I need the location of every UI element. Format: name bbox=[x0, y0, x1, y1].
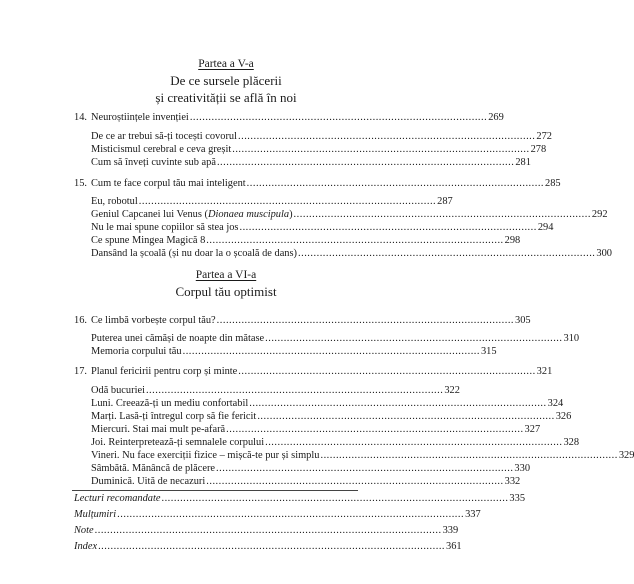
page-number: 321 bbox=[536, 366, 553, 377]
page-number: 326 bbox=[555, 411, 572, 422]
dot-leader: ................................................................................................ bbox=[206, 476, 504, 487]
page-number: 298 bbox=[504, 235, 521, 246]
section-divider bbox=[72, 490, 358, 491]
entry-title: Ce spune Mingea Magică 8 bbox=[91, 235, 206, 246]
page-number: 272 bbox=[536, 131, 552, 142]
page-number: 327 bbox=[524, 424, 541, 435]
dot-leader: ................................................................................................ bbox=[145, 385, 444, 396]
entry-title: De ce ar trebui să-ți tocești covorul bbox=[91, 131, 237, 142]
chapter-number: 14. bbox=[74, 112, 87, 123]
dot-leader: ................................................................................................ bbox=[216, 463, 514, 474]
toc-entry[interactable] bbox=[91, 156, 531, 169]
toc-chapter-16[interactable] bbox=[74, 314, 531, 327]
page-number: 300 bbox=[596, 248, 612, 259]
entry-title: Joi. Reinterpretează-ți semnalele corpului bbox=[91, 437, 265, 448]
page-number: 322 bbox=[444, 385, 460, 396]
entry-title: Sâmbătă. Mănâncă de plăcere bbox=[91, 463, 216, 474]
entry-title: Misticismul cerebral e ceva greșit bbox=[91, 144, 232, 155]
page-number: 281 bbox=[515, 157, 531, 168]
toc-chapter-17[interactable] bbox=[74, 365, 553, 378]
page-number: 328 bbox=[563, 437, 580, 448]
toc-entry[interactable] bbox=[91, 332, 580, 345]
toc-entry[interactable] bbox=[91, 143, 547, 156]
toc-backmatter-entry[interactable] bbox=[74, 540, 462, 553]
dot-leader: ................................................................................................ bbox=[257, 411, 555, 422]
page-number: 361 bbox=[446, 541, 462, 552]
entry-title: Lecturi recomandate bbox=[74, 493, 161, 504]
page-number: 339 bbox=[442, 525, 459, 536]
page-number: 287 bbox=[437, 196, 453, 207]
toc-entry[interactable] bbox=[91, 345, 497, 358]
part-5-title-line-1: De ce sursele plăcerii bbox=[170, 73, 282, 88]
dot-leader: ................................................................................................ bbox=[249, 398, 547, 409]
chapter-number: 15. bbox=[74, 178, 87, 189]
chapter-number: 17. bbox=[74, 366, 87, 377]
entry-title: Puterea unei cămăși de noapte din mătase bbox=[91, 333, 265, 344]
page-number: 305 bbox=[515, 315, 531, 326]
chapter-title: Cum te face corpul tău mai inteligent bbox=[91, 178, 246, 189]
toc-entry[interactable] bbox=[91, 130, 552, 143]
entry-title: Dansând la școală (și nu doar la o școală de dans) bbox=[91, 248, 298, 259]
toc-entry[interactable] bbox=[91, 234, 521, 247]
chapter-number: 16. bbox=[74, 315, 87, 326]
dot-leader: ................................................................................................ bbox=[216, 157, 515, 168]
part-5-title-line-2: și creativității se află în noi bbox=[155, 90, 297, 105]
entry-title: Miercuri. Stai mai mult pe-afară bbox=[91, 424, 226, 435]
part-6-label: Partea a VI-a bbox=[195, 269, 257, 281]
page-number: 335 bbox=[509, 493, 526, 504]
toc-entry[interactable] bbox=[91, 195, 453, 208]
toc-chapter-15[interactable] bbox=[74, 177, 561, 190]
toc-entry[interactable] bbox=[91, 410, 572, 423]
toc-entry[interactable] bbox=[91, 423, 541, 436]
page-number: 337 bbox=[465, 509, 481, 520]
toc-entry[interactable] bbox=[91, 247, 612, 260]
chapter-title: Ce limbă vorbește corpul tău? bbox=[91, 315, 216, 326]
dot-leader: ................................................................................................ bbox=[298, 248, 596, 259]
entry-title: Memoria corpului tău bbox=[91, 346, 182, 357]
part-6-title: Corpul tău optimist bbox=[175, 284, 277, 299]
entry-title: Cum să înveți cuvinte sub apă bbox=[91, 157, 216, 168]
toc-entry[interactable] bbox=[91, 384, 460, 397]
page-number: 324 bbox=[547, 398, 564, 409]
dot-leader: ................................................................................................ bbox=[138, 196, 437, 207]
entry-title: Mulțumiri bbox=[74, 509, 117, 520]
dot-leader: ................................................................................................ bbox=[238, 366, 536, 377]
species-name: Dionaea muscipula bbox=[207, 209, 290, 220]
toc-entry[interactable] bbox=[91, 475, 521, 488]
dot-leader: ................................................................................................ bbox=[226, 424, 524, 435]
toc-entry[interactable] bbox=[91, 462, 531, 475]
dot-leader: ................................................................................................ bbox=[320, 450, 618, 461]
page-number: 329 bbox=[618, 450, 634, 461]
toc-backmatter-entry[interactable] bbox=[74, 508, 481, 521]
page-number: 330 bbox=[514, 463, 531, 474]
page-number: 332 bbox=[504, 476, 521, 487]
page-number: 278 bbox=[530, 144, 547, 155]
dot-leader: ................................................................................................ bbox=[246, 178, 545, 189]
page-number: 292 bbox=[591, 209, 608, 220]
toc-chapter-14[interactable] bbox=[74, 111, 504, 124]
entry-title: Duminică. Uită de necazuri bbox=[91, 476, 206, 487]
toc-backmatter-entry[interactable] bbox=[74, 492, 526, 505]
dot-leader: ................................................................................................................ bbox=[117, 509, 465, 520]
dot-leader: ................................................................................................ bbox=[206, 235, 504, 246]
dot-leader: ................................................................................................ bbox=[265, 333, 563, 344]
entry-title: Eu, robotul bbox=[91, 196, 138, 207]
dot-leader: ................................................................................................ bbox=[189, 112, 488, 123]
entry-title: Geniul Capcanei lui Venus (Dionaea muscipula) bbox=[91, 209, 293, 220]
entry-title: Index bbox=[74, 541, 98, 552]
dot-leader: ................................................................................................................ bbox=[98, 541, 446, 552]
page-number: 294 bbox=[537, 222, 554, 233]
dot-leader: ................................................................................................ bbox=[232, 144, 530, 155]
dot-leader: ................................................................................................ bbox=[238, 131, 536, 142]
dot-leader: ................................................................................................ bbox=[265, 437, 563, 448]
dot-leader: ................................................................................................ bbox=[182, 346, 480, 357]
chapter-title: Neuroștiințele invenției bbox=[91, 112, 189, 123]
page-number: 285 bbox=[545, 178, 561, 189]
dot-leader: ................................................................................................ bbox=[239, 222, 537, 233]
toc-entry[interactable] bbox=[91, 436, 580, 449]
toc-entry[interactable] bbox=[91, 208, 608, 221]
entry-title: Odă bucuriei bbox=[91, 385, 145, 396]
entry-title: Nu le mai spune copiilor să stea jos bbox=[91, 222, 239, 233]
dot-leader: ................................................................................................................ bbox=[94, 525, 442, 536]
dot-leader: ................................................................................................ bbox=[293, 209, 591, 220]
toc-entry[interactable] bbox=[91, 397, 564, 410]
entry-title: Vineri. Nu face exerciții fizice – mișcă-te pur și simplu bbox=[91, 450, 320, 461]
part-5-label: Partea a V-a bbox=[198, 58, 254, 70]
entry-title: Marți. Lasă-ți întregul corp să fie fericit bbox=[91, 411, 257, 422]
dot-leader: ................................................................................................ bbox=[216, 315, 515, 326]
page-number: 315 bbox=[480, 346, 497, 357]
toc-entry[interactable] bbox=[91, 449, 634, 462]
entry-title: Note bbox=[74, 525, 94, 536]
chapter-title: Planul fericirii pentru corp și minte bbox=[91, 366, 238, 377]
page-number: 310 bbox=[563, 333, 580, 344]
entry-title: Luni. Creează-ți un mediu confortabil bbox=[91, 398, 249, 409]
page-number: 269 bbox=[488, 112, 504, 123]
dot-leader: ................................................................................................................ bbox=[161, 493, 509, 504]
toc-backmatter-entry[interactable] bbox=[74, 524, 459, 537]
toc-entry[interactable] bbox=[91, 221, 554, 234]
